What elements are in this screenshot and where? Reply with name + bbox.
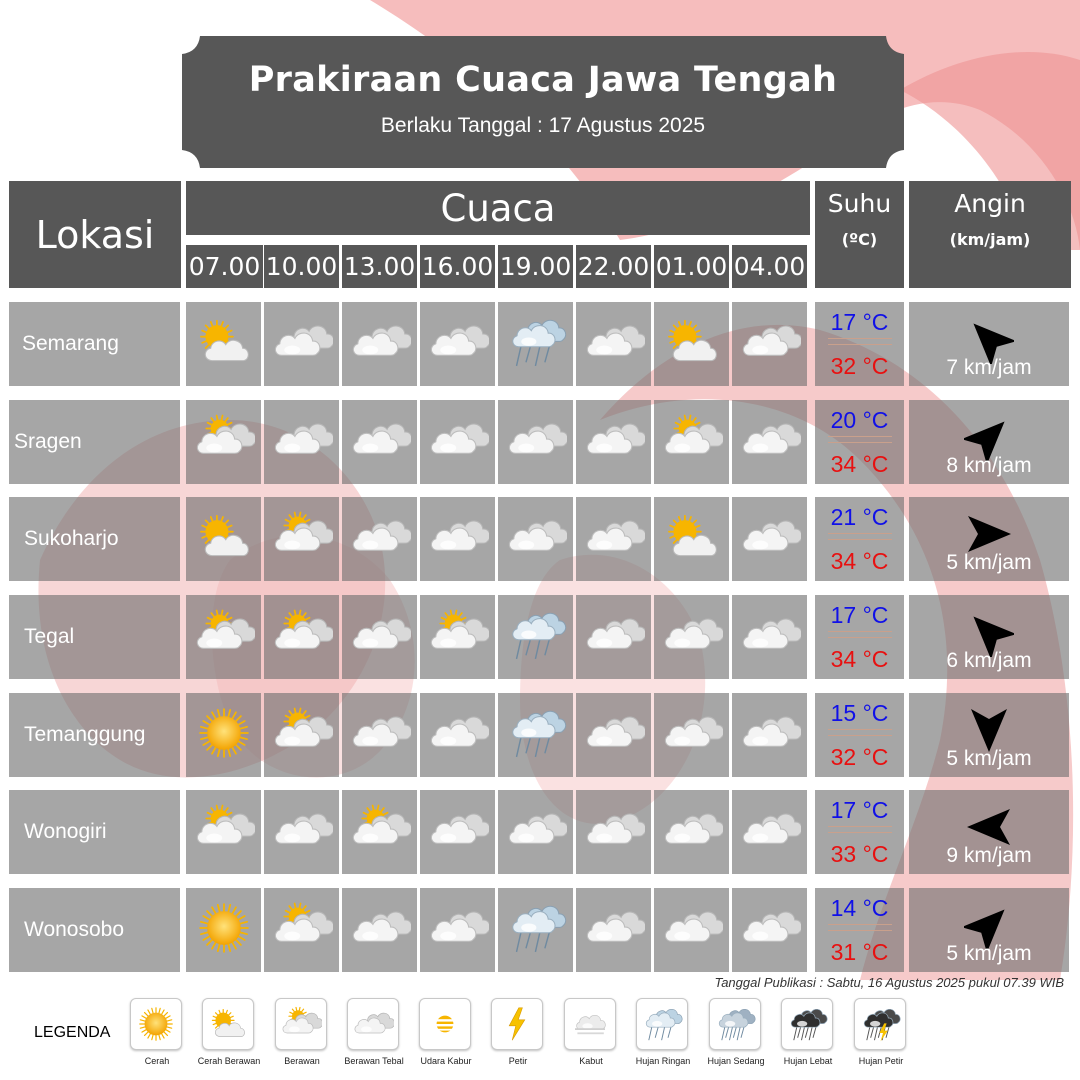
weather-cell xyxy=(264,400,339,484)
temperature-min: 20 °C xyxy=(830,406,889,433)
hujan-lebat-icon xyxy=(781,998,833,1050)
temperature-max: 32 °C xyxy=(830,743,889,770)
weather-cell xyxy=(420,400,495,484)
weather-cell xyxy=(576,302,651,386)
temperature-divider xyxy=(828,729,892,736)
weather-cell xyxy=(654,497,729,581)
weather-cell xyxy=(420,595,495,679)
temperature-cell xyxy=(815,888,904,972)
weather-cell xyxy=(576,693,651,777)
hujan-ringan-icon xyxy=(505,311,567,378)
temperature-min: 17 °C xyxy=(830,796,889,823)
udara-kabur-icon xyxy=(419,998,471,1050)
berawan-tebal-icon xyxy=(739,506,801,573)
berawan-icon xyxy=(275,998,327,1050)
weather-cell xyxy=(654,693,729,777)
temperature-divider xyxy=(828,631,892,638)
time-header: 10.00 xyxy=(264,245,339,288)
wind-speed: 7 km/jam xyxy=(946,356,1032,379)
weather-cell xyxy=(732,693,807,777)
temperature-max: 34 °C xyxy=(830,645,889,672)
weather-cell xyxy=(498,693,573,777)
title-banner xyxy=(182,36,904,168)
berawan-tebal-icon xyxy=(583,897,645,964)
temperature-min: 14 °C xyxy=(830,894,889,921)
location-name: Tegal xyxy=(9,595,180,679)
berawan-tebal-icon xyxy=(739,702,801,769)
weather-cell xyxy=(732,497,807,581)
cerah-icon xyxy=(130,998,182,1050)
hujan-ringan-icon xyxy=(505,702,567,769)
temperature-max: 32 °C xyxy=(830,352,889,379)
wind-cell xyxy=(909,497,1069,581)
suhu-unit: (ºC) xyxy=(841,230,878,249)
berawan-icon xyxy=(271,506,333,573)
temperature-divider xyxy=(828,826,892,833)
berawan-icon xyxy=(427,604,489,671)
temperature-max: 34 °C xyxy=(830,450,889,477)
wind-cell xyxy=(909,302,1069,386)
cerah-berawan-icon xyxy=(202,998,254,1050)
legend-label: Hujan Lebat xyxy=(783,1056,833,1066)
location-name: Wonogiri xyxy=(9,790,180,874)
time-header: 04.00 xyxy=(732,245,807,288)
column-header-suhu xyxy=(815,181,904,288)
time-header: 01.00 xyxy=(654,245,729,288)
weather-cell xyxy=(420,790,495,874)
berawan-icon xyxy=(271,702,333,769)
berawan-tebal-icon xyxy=(661,604,723,671)
weather-cell xyxy=(186,888,261,972)
temperature-cell xyxy=(815,595,904,679)
berawan-tebal-icon xyxy=(349,604,411,671)
weather-cell xyxy=(186,693,261,777)
temperature-divider xyxy=(828,924,892,931)
time-header: 19.00 xyxy=(498,245,573,288)
weather-cell xyxy=(576,790,651,874)
weather-cell xyxy=(420,302,495,386)
cerah-berawan-icon xyxy=(661,311,723,378)
berawan-tebal-icon xyxy=(583,604,645,671)
weather-cell xyxy=(576,888,651,972)
temperature-max: 33 °C xyxy=(830,840,889,867)
weather-cell xyxy=(732,790,807,874)
temperature-divider xyxy=(828,338,892,345)
berawan-tebal-icon xyxy=(661,702,723,769)
berawan-tebal-icon xyxy=(427,311,489,378)
legend-item xyxy=(854,998,908,1066)
weather-cell xyxy=(264,693,339,777)
weather-cell xyxy=(420,497,495,581)
weather-cell xyxy=(654,400,729,484)
berawan-tebal-icon xyxy=(349,702,411,769)
cerah-icon xyxy=(193,897,255,964)
petir-icon xyxy=(491,998,543,1050)
temperature-min: 17 °C xyxy=(830,601,889,628)
temperature-min: 15 °C xyxy=(830,699,889,726)
page-title: Prakiraan Cuaca Jawa Tengah xyxy=(248,60,838,100)
wind-cell xyxy=(909,400,1069,484)
berawan-tebal-icon xyxy=(505,799,567,866)
suhu-label: Suhu xyxy=(827,189,892,218)
berawan-tebal-icon xyxy=(427,897,489,964)
legend-item xyxy=(781,998,835,1066)
weather-cell xyxy=(654,888,729,972)
weather-cell xyxy=(264,497,339,581)
wind-cell xyxy=(909,790,1069,874)
wind-cell xyxy=(909,888,1069,972)
temperature-cell xyxy=(815,790,904,874)
cerah-berawan-icon xyxy=(193,311,255,378)
berawan-icon xyxy=(193,799,255,866)
time-header: 22.00 xyxy=(576,245,651,288)
berawan-tebal-icon xyxy=(427,409,489,476)
wind-speed: 5 km/jam xyxy=(946,942,1032,965)
berawan-tebal-icon xyxy=(739,311,801,378)
berawan-tebal-icon xyxy=(739,799,801,866)
legend-item xyxy=(635,998,691,1066)
hujan-ringan-icon xyxy=(636,998,688,1050)
wind-speed: 8 km/jam xyxy=(946,454,1032,477)
berawan-icon xyxy=(661,409,723,476)
angin-label: Angin xyxy=(954,189,1026,218)
weather-cell xyxy=(264,302,339,386)
temperature-cell xyxy=(815,302,904,386)
weather-cell xyxy=(576,497,651,581)
legend-item xyxy=(707,998,765,1066)
berawan-tebal-icon xyxy=(739,897,801,964)
legend-item xyxy=(491,998,545,1066)
weather-cell xyxy=(342,693,417,777)
wind-cell xyxy=(909,595,1069,679)
legend-label: Hujan Ringan xyxy=(635,1056,691,1066)
legend-item xyxy=(130,998,184,1066)
kabut-icon xyxy=(564,998,616,1050)
wind-speed: 5 km/jam xyxy=(946,747,1032,770)
weather-cell xyxy=(576,595,651,679)
weather-cell xyxy=(342,888,417,972)
temperature-max: 34 °C xyxy=(830,547,889,574)
berawan-tebal-icon xyxy=(661,799,723,866)
weather-cell xyxy=(732,888,807,972)
berawan-tebal-icon xyxy=(271,409,333,476)
temperature-divider xyxy=(828,533,892,540)
legend-label: Kabut xyxy=(579,1056,603,1066)
location-name: Sukoharjo xyxy=(9,497,180,581)
berawan-icon xyxy=(349,799,411,866)
weather-cell xyxy=(420,693,495,777)
legend-item xyxy=(197,998,261,1066)
wind-speed: 5 km/jam xyxy=(946,551,1032,574)
wind-cell xyxy=(909,693,1069,777)
weather-cell xyxy=(498,497,573,581)
legend-label: Hujan Petir xyxy=(858,1056,904,1066)
hujan-ringan-icon xyxy=(505,897,567,964)
weather-cell xyxy=(654,302,729,386)
location-name: Wonosobo xyxy=(9,888,180,972)
berawan-tebal-icon xyxy=(349,897,411,964)
location-name: Sragen xyxy=(9,400,180,484)
berawan-icon xyxy=(271,604,333,671)
legend-title: LEGENDA xyxy=(34,1024,111,1041)
weather-cell xyxy=(498,888,573,972)
column-header-angin xyxy=(909,181,1071,288)
berawan-tebal-icon xyxy=(661,897,723,964)
berawan-tebal-icon xyxy=(427,702,489,769)
berawan-tebal-icon xyxy=(739,409,801,476)
temperature-divider xyxy=(828,436,892,443)
time-header: 16.00 xyxy=(420,245,495,288)
location-name: Temanggung xyxy=(9,693,180,777)
angin-unit: (km/jam) xyxy=(949,230,1031,249)
legend-item xyxy=(344,998,404,1066)
legend-label: Berawan xyxy=(284,1056,320,1066)
weather-cell xyxy=(498,595,573,679)
berawan-tebal-icon xyxy=(739,604,801,671)
weather-cell xyxy=(420,888,495,972)
title-banner-shape xyxy=(182,36,904,168)
berawan-tebal-icon xyxy=(505,506,567,573)
cerah-berawan-icon xyxy=(193,506,255,573)
berawan-icon xyxy=(271,897,333,964)
weather-cell xyxy=(342,302,417,386)
berawan-tebal-icon xyxy=(505,409,567,476)
legend-label: Cerah Berawan xyxy=(197,1056,261,1066)
weather-cell xyxy=(732,595,807,679)
temperature-cell xyxy=(815,497,904,581)
weather-cell xyxy=(264,790,339,874)
berawan-tebal-icon xyxy=(427,799,489,866)
temperature-min: 21 °C xyxy=(830,503,889,530)
location-name: Semarang xyxy=(9,302,180,386)
berawan-tebal-icon xyxy=(583,799,645,866)
legend-item xyxy=(564,998,618,1066)
weather-cell xyxy=(264,888,339,972)
weather-cell xyxy=(732,400,807,484)
berawan-tebal-icon xyxy=(583,506,645,573)
berawan-tebal-icon xyxy=(427,506,489,573)
weather-cell xyxy=(342,400,417,484)
publication-date: Tanggal Publikasi : Sabtu, 16 Agustus 2025 pukul 07.39 WIB xyxy=(714,975,1064,990)
temperature-cell xyxy=(815,693,904,777)
legend-label: Berawan Tebal xyxy=(344,1056,404,1066)
weather-cell xyxy=(576,400,651,484)
weather-cell xyxy=(732,302,807,386)
berawan-tebal-icon xyxy=(349,311,411,378)
weather-cell xyxy=(342,595,417,679)
legend-label: Cerah xyxy=(144,1056,170,1066)
time-header: 07.00 xyxy=(186,245,263,288)
weather-cell xyxy=(186,497,261,581)
berawan-tebal-icon xyxy=(583,409,645,476)
berawan-icon xyxy=(193,604,255,671)
cerah-berawan-icon xyxy=(661,506,723,573)
column-header-cuaca: Cuaca xyxy=(186,181,810,235)
weather-cell xyxy=(498,790,573,874)
berawan-tebal-icon xyxy=(271,799,333,866)
weather-cell xyxy=(654,790,729,874)
berawan-tebal-icon xyxy=(271,311,333,378)
weather-cell xyxy=(342,497,417,581)
berawan-tebal-icon xyxy=(583,702,645,769)
weather-cell xyxy=(264,595,339,679)
wind-speed: 6 km/jam xyxy=(946,649,1032,672)
column-header-lokasi: Lokasi xyxy=(9,181,181,288)
weather-cell xyxy=(186,400,261,484)
weather-cell xyxy=(498,400,573,484)
legend-label: Udara Kabur xyxy=(420,1056,472,1066)
legend-item xyxy=(275,998,329,1066)
weather-cell xyxy=(186,595,261,679)
weather-cell xyxy=(654,595,729,679)
hujan-ringan-icon xyxy=(505,604,567,671)
legend-item xyxy=(419,998,473,1066)
cerah-icon xyxy=(193,702,255,769)
legend-label: Petir xyxy=(508,1056,528,1066)
hujan-petir-icon xyxy=(854,998,906,1050)
temperature-max: 31 °C xyxy=(830,938,889,965)
temperature-cell xyxy=(815,400,904,484)
wind-speed: 9 km/jam xyxy=(946,844,1032,867)
berawan-tebal-icon xyxy=(349,506,411,573)
weather-cell xyxy=(186,302,261,386)
weather-cell xyxy=(186,790,261,874)
page-subtitle: Berlaku Tanggal : 17 Agustus 2025 xyxy=(380,114,706,137)
hujan-sedang-icon xyxy=(709,998,761,1050)
legend-label: Hujan Sedang xyxy=(707,1056,765,1066)
time-header: 13.00 xyxy=(342,245,417,288)
weather-cell xyxy=(498,302,573,386)
berawan-tebal-icon xyxy=(583,311,645,378)
temperature-min: 17 °C xyxy=(830,308,889,335)
berawan-tebal-icon xyxy=(349,409,411,476)
berawan-icon xyxy=(193,409,255,476)
weather-cell xyxy=(342,790,417,874)
berawan-tebal-icon xyxy=(347,998,399,1050)
